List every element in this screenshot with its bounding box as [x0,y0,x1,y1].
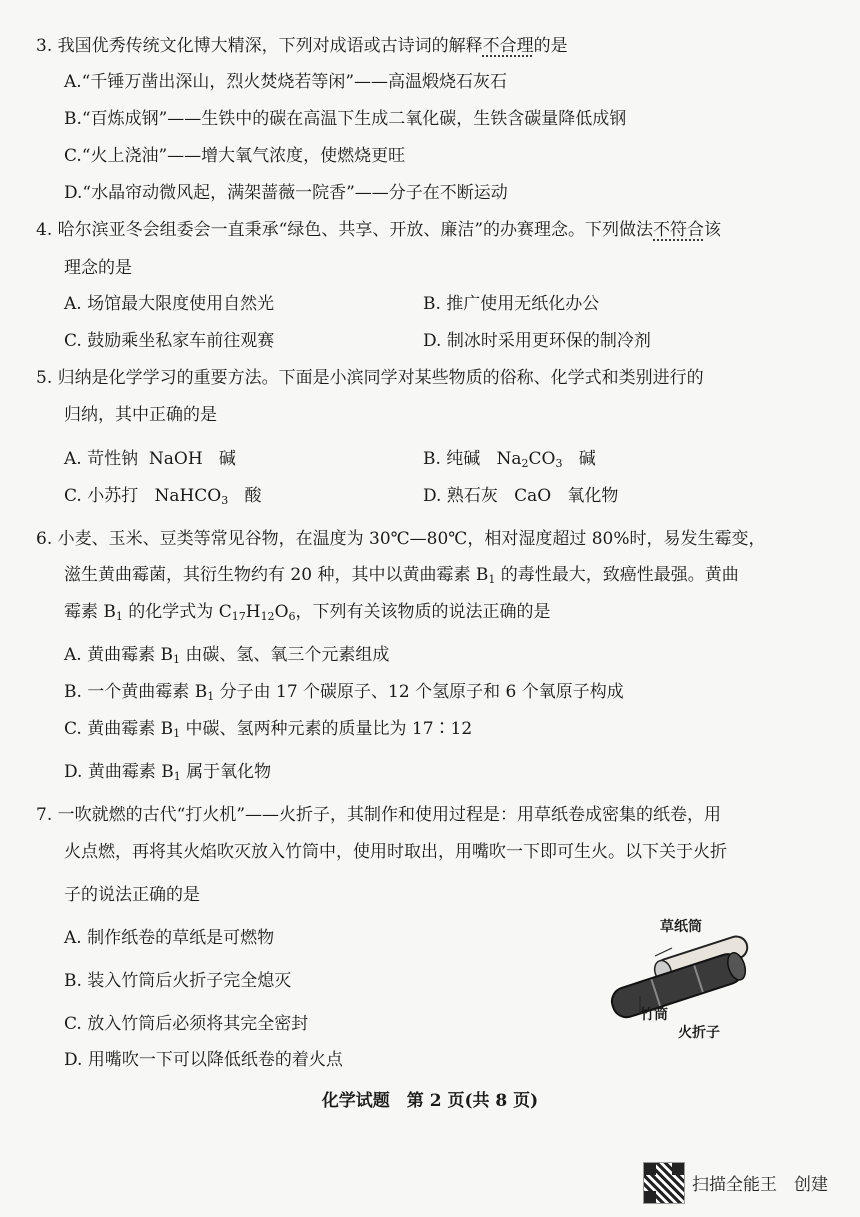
q5-stem-cont: 归纳，其中正确的是 [64,405,217,425]
q4-option-d: D. 制冰时采用更环保的制冷剂 [423,331,651,351]
q6-stem-line2: 滋生黄曲霉菌，其衍生物约有 20 种，其中以黄曲霉素 $B_1$ 的毒性最大，致癌性最强。黄曲 [64,565,739,586]
q5-option-d: D. 熟石灰 CaO 氧化物 [423,486,619,506]
q5-option-b: B. 纯碱 $Na_2CO_3$ 碱 [423,449,596,470]
q6-stem-line3: 霉素 $B_1$ 的化学式为 $C_{17}H_{12}O_6$，下列有关该物质的说法正确的是 [64,602,551,623]
q5-option-c: C. 小苏打 NaHCO$_3$ 酸 [64,486,262,507]
label-bamboo-tube: 竹筒 [640,1007,668,1023]
q4-option-a: A. 场馆最大限度使用自然光 [64,294,275,314]
label-fire-starter: 火折子 [678,1025,720,1041]
q3-option-b: B.“百炼成钢”——生铁中的碳在高温下生成二氧化碳，生铁含碳量降低成钢 [64,109,627,129]
q7-option-b: B. 装入竹筒后火折子完全熄灭 [64,971,292,991]
page-footer: 化学试题 第 2 页(共 8 页) [321,1091,539,1111]
q3-option-d: D.“水晶帘动微风起，满架蔷薇一院香”——分子在不断运动 [64,183,508,203]
q3-stem: 3. 我国优秀传统文化博大精深，下列对成语或古诗词的解释不合理的是 [36,36,568,56]
q6-stem: 6. 小麦、玉米、豆类等常见谷物，在温度为 30℃—80℃，相对湿度超过 80%时，易发生霉变， [36,529,766,549]
q7-stem-line3: 子的说法正确的是 [64,885,200,905]
q4-option-b: B. 推广使用无纸化办公 [423,294,600,314]
q7-stem: 7. 一吹就燃的古代“打火机”——火折子，其制作和使用过程是：用草纸卷成密集的纸卷，用 [36,805,722,825]
scanner-watermark: 扫描全能王 创建 [692,1175,828,1195]
q5-stem: 5. 归纳是化学学习的重要方法。下面是小滨同学对某些物质的俗称、化学式和类别进行的 [36,368,704,388]
q3-emph: 不合理 [482,36,534,56]
q7-option-d: D. 用嘴吹一下可以降低纸卷的着火点 [64,1050,343,1070]
q7-stem-line2: 火点燃，再将其火焰吹灭放入竹筒中，使用时取出，用嘴吹一下即可生火。以下关于火折 [64,842,727,862]
fire-starter-illustration [600,918,760,1048]
q6-option-d: D. 黄曲霉素 $B_1$ 属于氧化物 [64,762,272,783]
q4-stem: 4. 哈尔滨亚冬会组委会一直秉承“绿色、共享、开放、廉洁”的办赛理念。下列做法不符合该 [36,220,722,240]
label-paper-tube: 草纸筒 [660,919,702,935]
q6-option-a: A. 黄曲霉素 $B_1$ 由碳、氢、氧三个元素组成 [64,645,390,666]
q4-stem-cont: 理念的是 [64,258,132,278]
q5-option-a: A. 苛性钠 NaOH 碱 [64,449,236,469]
q4-option-c: C. 鼓励乘坐私家车前往观赛 [64,331,275,351]
q6-option-b: B. 一个黄曲霉素 $B_1$ 分子由 17 个碳原子、12 个氢原子和 6 个氧原子构成 [64,682,624,703]
q7-option-a: A. 制作纸卷的草纸是可燃物 [64,928,275,948]
q3-option-a: A.“千锤万凿出深山，烈火焚烧若等闲”——高温煅烧石灰石 [64,72,508,92]
q3-option-c: C.“火上浇油”——增大氧气浓度，使燃烧更旺 [64,146,406,166]
qr-code-icon [643,1162,685,1204]
q6-option-c: C. 黄曲霉素 $B_1$ 中碳、氢两种元素的质量比为 17∶12 [64,719,473,740]
q7-option-c: C. 放入竹筒后必须将其完全密封 [64,1014,309,1034]
